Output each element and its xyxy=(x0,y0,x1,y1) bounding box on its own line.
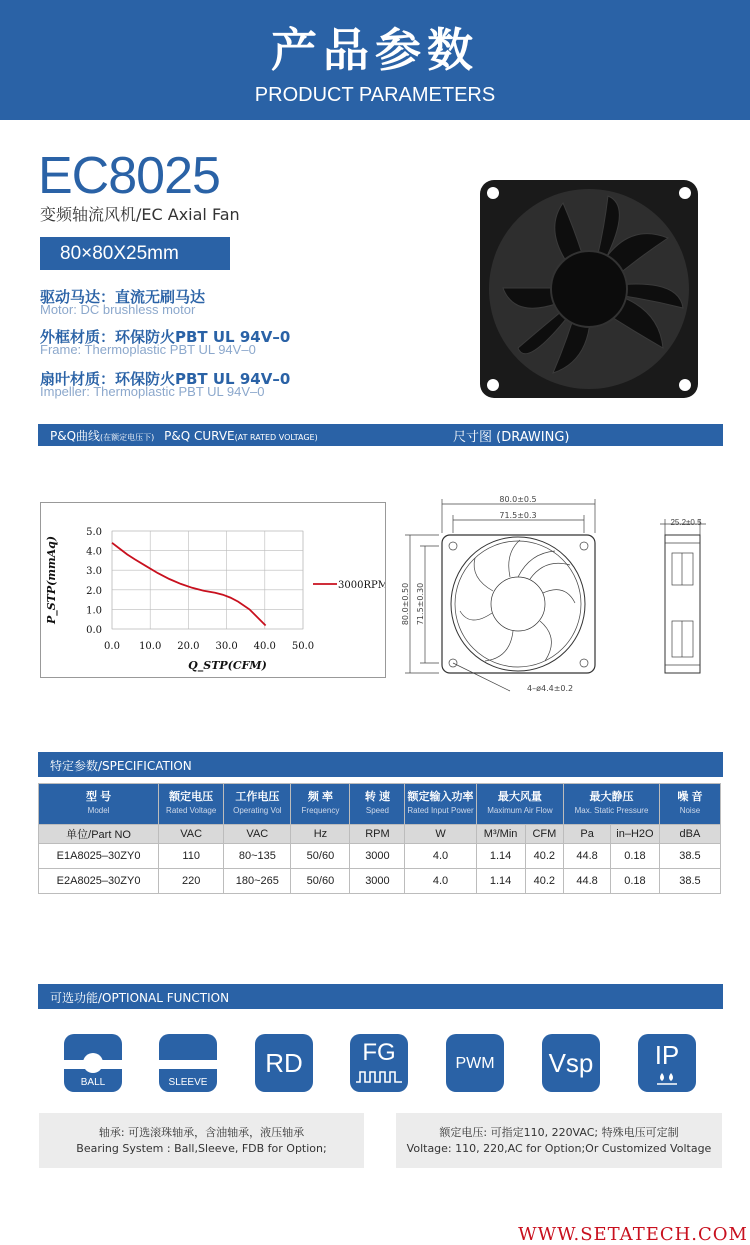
table-cell: 180~265 xyxy=(224,869,291,894)
table-cell: 40.2 xyxy=(525,844,564,869)
header-frequency xyxy=(291,784,350,825)
table-cell: 38.5 xyxy=(659,844,720,869)
header-frequency-en: Frequency xyxy=(301,806,340,815)
table-cell: 3000 xyxy=(350,869,405,894)
table-row xyxy=(39,844,721,869)
side-view-drawing xyxy=(650,513,715,678)
table-cell: 4.0 xyxy=(405,869,476,894)
table-cell: 0.18 xyxy=(611,869,660,894)
unit-cell: RPM xyxy=(350,825,405,844)
header-input-power-cn: 额定输入功率 xyxy=(407,791,474,803)
header-model-en: Model xyxy=(87,806,110,815)
x-tick-label: 30.0 xyxy=(215,641,238,652)
series-line-3000RPM xyxy=(112,543,266,626)
dim-hole-spacing-label: 71.5±0.3 xyxy=(499,511,537,520)
unit-cell: Hz xyxy=(291,825,350,844)
website-url[interactable]: WWW.SETATECH.COM xyxy=(518,1224,748,1245)
motor-spec-cn: 驱动马达：直流无刷马达 xyxy=(40,288,206,306)
header-frequency-cn: 频 率 xyxy=(307,791,333,803)
table-cell: 44.8 xyxy=(564,844,611,869)
table-cell: 50/60 xyxy=(291,869,350,894)
sleeve-bearing-icon xyxy=(159,1034,217,1092)
y-tick-label: 2.0 xyxy=(86,585,102,597)
fg-icon xyxy=(350,1034,408,1092)
y-tick-label: 4.0 xyxy=(86,546,102,558)
table-row xyxy=(39,869,721,894)
y-tick-label: 5.0 xyxy=(86,527,102,538)
ball-icon-label: BALL xyxy=(80,1077,106,1088)
dim-width-label: 80.0±0.5 xyxy=(499,495,537,504)
spec-bar-label: 特定参数/SPECIFICATION xyxy=(50,759,192,773)
function-bar-label: 可选功能/OPTIONAL FUNCTION xyxy=(50,991,230,1005)
unit-cell: dBA xyxy=(659,825,720,844)
y-tick-label: 0.0 xyxy=(86,625,102,636)
header-input-power-en: Rated Input Power xyxy=(407,806,474,815)
unit-cell: W xyxy=(405,825,476,844)
table-cell: 40.2 xyxy=(525,869,564,894)
table-cell: 4.0 xyxy=(405,844,476,869)
table-cell: 80~135 xyxy=(224,844,291,869)
pq-chart xyxy=(41,503,385,677)
x-tick-label: 10.0 xyxy=(139,641,162,652)
bearing-note xyxy=(39,1113,364,1168)
table-cell: 50/60 xyxy=(291,844,350,869)
header-air-flow-en: Maximum Air Flow xyxy=(487,806,553,815)
size-badge: 80×80X25mm xyxy=(40,237,230,270)
spec-header-row xyxy=(39,784,721,825)
header-operating-voltage-en: Operating Vol xyxy=(233,806,282,815)
voltage-note xyxy=(396,1113,722,1168)
unit-cell: VAC xyxy=(159,825,224,844)
unit-cell: Pa xyxy=(564,825,611,844)
table-cell: E2A8025–30ZY0 xyxy=(39,869,159,894)
header-air-flow-cn: 最大风量 xyxy=(497,791,542,803)
dim-hole-v-label: 71.5±0.30 xyxy=(416,582,425,626)
product-subtitle: 变频轴流风机/EC Axial Fan xyxy=(40,205,240,224)
vsp-icon-label: Vsp xyxy=(548,1048,594,1078)
voltage-note-en: Voltage: 110, 220,AC for Option;Or Customized Voltage xyxy=(406,1142,712,1155)
table-cell: 110 xyxy=(159,844,224,869)
spec-units-row xyxy=(39,825,721,844)
unit-cell: M³/Min xyxy=(476,825,525,844)
voltage-note-cn: 额定电压: 可指定110, 220VAC; 特殊电压可定制 xyxy=(439,1126,679,1139)
pq-bar-label-cn-group xyxy=(50,427,318,444)
dim-height-label: 80.0±0.50 xyxy=(401,582,410,626)
header-operating-voltage xyxy=(224,784,291,825)
impeller-spec-en: Impeller: Thermoplastic PBT UL 94V–0 xyxy=(40,384,265,399)
unit-cell: CFM xyxy=(525,825,564,844)
x-tick-label: 40.0 xyxy=(253,641,276,652)
header-operating-voltage-cn: 工作电压 xyxy=(235,791,280,803)
x-tick-label: 20.0 xyxy=(177,641,200,652)
page-title-en: PRODUCT PARAMETERS xyxy=(254,84,496,106)
rd-icon-label: RD xyxy=(265,1048,303,1078)
fan-product-image xyxy=(478,178,700,400)
vsp-icon xyxy=(542,1034,600,1092)
header-rated-voltage xyxy=(159,784,224,825)
pq-label-en-small: (AT RATED VOLTAGE) xyxy=(234,433,318,442)
table-cell: 1.14 xyxy=(476,869,525,894)
frame-spec-cn: 外框材质：环保防火PBT UL 94V–0 xyxy=(40,328,291,346)
pulse-wave-icon xyxy=(356,1070,402,1084)
pwm-icon-label: PWM xyxy=(455,1055,495,1072)
y-tick-label: 1.0 xyxy=(86,605,102,617)
header-static-pressure-cn: 最大静压 xyxy=(589,791,634,803)
header-noise xyxy=(659,784,720,825)
header-noise-en: Noise xyxy=(679,806,701,815)
bearing-note-cn: 轴承: 可选滚珠轴承，含油轴承，液压轴承 xyxy=(98,1126,305,1139)
table-cell: 44.8 xyxy=(564,869,611,894)
impeller-spec-cn: 扇叶材质：环保防火PBT UL 94V–0 xyxy=(40,370,291,388)
front-view-drawing xyxy=(395,493,605,695)
ip-icon xyxy=(638,1034,696,1092)
x-axis-label: Q_STP(CFM) xyxy=(188,659,267,672)
pwm-icon xyxy=(446,1034,504,1092)
unit-cell: in–H2O xyxy=(611,825,660,844)
plot-area xyxy=(112,531,303,629)
x-tick-label: 0.0 xyxy=(104,641,120,652)
header-static-pressure xyxy=(564,784,660,825)
table-cell: 0.18 xyxy=(611,844,660,869)
spec-table xyxy=(38,783,721,894)
water-drops-icon xyxy=(656,1072,678,1086)
y-tick-label: 3.0 xyxy=(86,566,102,578)
header-rated-voltage-en: Rated Voltage xyxy=(166,806,217,815)
header-air-flow xyxy=(476,784,564,825)
header-speed-cn: 转 速 xyxy=(364,791,390,803)
header-static-pressure-en: Max. Static Pressure xyxy=(574,806,649,815)
header-speed-en: Speed xyxy=(365,806,389,815)
rd-icon xyxy=(255,1034,313,1092)
unit-cell: VAC xyxy=(224,825,291,844)
header-model-cn: 型 号 xyxy=(86,791,112,803)
header-rated-voltage-cn: 额定电压 xyxy=(169,791,214,803)
page-title-cn: 产品参数 xyxy=(271,23,479,77)
table-cell: E1A8025–30ZY0 xyxy=(39,844,159,869)
pq-label-en: P&Q CURVE xyxy=(164,429,235,443)
table-cell: 1.14 xyxy=(476,844,525,869)
legend-label: 3000RPM xyxy=(338,580,385,591)
table-cell: 220 xyxy=(159,869,224,894)
ball-bearing-icon xyxy=(64,1034,122,1092)
pq-label-cn-small: (在额定电压下) xyxy=(100,433,155,442)
table-cell: 3000 xyxy=(350,844,405,869)
dim-holes-label: 4–ø4.4±0.2 xyxy=(527,684,574,693)
unit-cell: 单位/Part NO xyxy=(39,825,159,844)
pq-chart-frame xyxy=(40,502,386,678)
pq-label-cn: P&Q曲线 xyxy=(50,429,101,443)
header-noise-cn: 噪 音 xyxy=(677,791,703,803)
y-axis-label: P_STP(mmAq) xyxy=(45,535,58,625)
dim-depth-label: 25.2±0.5 xyxy=(670,518,702,527)
bearing-note-en: Bearing System : Ball,Sleeve, FDB for Option; xyxy=(76,1142,327,1155)
header-speed xyxy=(350,784,405,825)
frame-spec-en: Frame: Thermoplastic PBT UL 94V–0 xyxy=(40,342,256,357)
fg-icon-label: FG xyxy=(362,1039,396,1066)
sleeve-icon-label: SLEEVE xyxy=(168,1077,208,1088)
ip-icon-label: IP xyxy=(654,1040,680,1070)
drawing-label: 尺寸图 (DRAWING) xyxy=(453,430,570,445)
table-cell: 38.5 xyxy=(659,869,720,894)
x-tick-label: 50.0 xyxy=(291,641,315,652)
motor-spec-en: Motor: DC brushless motor xyxy=(40,302,196,317)
header-model xyxy=(39,784,159,825)
header-input-power xyxy=(405,784,476,825)
model-number: EC8025 xyxy=(38,147,220,205)
